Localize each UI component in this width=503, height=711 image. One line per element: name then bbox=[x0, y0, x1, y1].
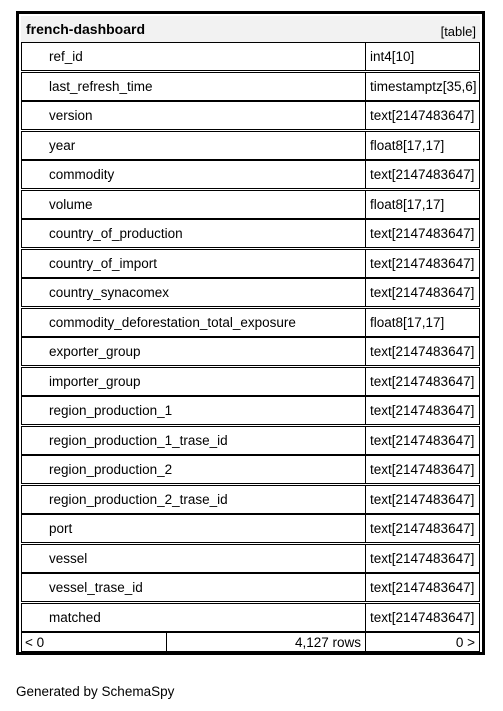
column-type: float8[17,17] bbox=[370, 137, 445, 153]
row-count-cell bbox=[167, 632, 366, 652]
column-name-cell bbox=[21, 101, 366, 130]
column-row[interactable] bbox=[21, 396, 480, 425]
column-name: region_production_2_trase_id bbox=[49, 491, 228, 507]
column-type-cell bbox=[366, 249, 480, 278]
column-type: text[2147483647] bbox=[370, 580, 475, 595]
column-type-cell bbox=[366, 367, 480, 396]
column-name: last_refresh_time bbox=[49, 78, 153, 94]
column-type-cell bbox=[366, 337, 480, 366]
column-name: matched bbox=[49, 609, 101, 625]
column-type-cell bbox=[366, 219, 480, 248]
column-type-cell bbox=[366, 308, 480, 337]
column-row[interactable] bbox=[21, 278, 480, 307]
column-type: text[2147483647] bbox=[370, 344, 475, 359]
column-type: text[2147483647] bbox=[370, 108, 475, 123]
column-row[interactable] bbox=[21, 72, 480, 101]
column-type: text[2147483647] bbox=[370, 521, 475, 536]
column-name: country_synacomex bbox=[49, 285, 170, 300]
generated-by-caption: Generated by SchemaSpy bbox=[16, 684, 175, 699]
column-name-cell bbox=[21, 455, 366, 484]
column-type: int4[10] bbox=[370, 49, 415, 64]
column-row[interactable] bbox=[21, 603, 480, 632]
column-name-cell bbox=[21, 190, 366, 219]
column-name-cell bbox=[21, 249, 366, 278]
column-name: volume bbox=[49, 196, 93, 212]
column-type: text[2147483647] bbox=[370, 226, 475, 241]
column-name-cell bbox=[21, 485, 366, 514]
column-type-cell bbox=[366, 396, 480, 425]
column-type-cell bbox=[366, 160, 480, 189]
column-type-cell bbox=[366, 426, 480, 455]
parents-count-cell bbox=[21, 632, 167, 652]
column-type: float8[17,17] bbox=[370, 314, 445, 330]
column-name-cell bbox=[21, 426, 366, 455]
column-name: commodity bbox=[49, 167, 115, 182]
column-name: commodity_deforestation_total_exposure bbox=[49, 314, 296, 330]
column-type: text[2147483647] bbox=[370, 609, 475, 625]
column-type: text[2147483647] bbox=[370, 462, 475, 477]
table-name: french-dashboard bbox=[26, 21, 146, 37]
column-name-cell bbox=[21, 72, 366, 101]
column-name: region_production_1 bbox=[49, 403, 173, 418]
column-row[interactable] bbox=[21, 426, 480, 455]
column-type-cell bbox=[366, 514, 480, 543]
column-row[interactable] bbox=[21, 131, 480, 160]
table-node[interactable] bbox=[16, 11, 485, 655]
column-name-cell bbox=[21, 514, 366, 543]
column-name: exporter_group bbox=[49, 344, 141, 359]
table-header bbox=[21, 16, 480, 43]
column-type-cell bbox=[366, 190, 480, 219]
column-type: timestamptz[35,6] bbox=[370, 78, 477, 94]
column-name-cell bbox=[21, 337, 366, 366]
column-type-cell bbox=[366, 72, 480, 101]
table-footer bbox=[21, 632, 480, 652]
column-row[interactable] bbox=[21, 455, 480, 484]
column-name: vessel bbox=[49, 550, 88, 566]
column-row[interactable] bbox=[21, 190, 480, 219]
column-name: year bbox=[49, 137, 76, 153]
column-type: text[2147483647] bbox=[370, 373, 475, 389]
column-row[interactable] bbox=[21, 514, 480, 543]
column-type-cell bbox=[366, 131, 480, 160]
column-name: country_of_import bbox=[49, 255, 158, 271]
column-row[interactable] bbox=[21, 101, 480, 130]
column-type: text[2147483647] bbox=[370, 167, 475, 182]
children-count: 0 > bbox=[455, 635, 475, 650]
column-type-cell bbox=[366, 485, 480, 514]
column-name: port bbox=[49, 521, 73, 536]
column-row[interactable] bbox=[21, 42, 480, 71]
column-row[interactable] bbox=[21, 160, 480, 189]
column-name: ref_id bbox=[49, 49, 83, 64]
column-row[interactable] bbox=[21, 249, 480, 278]
column-type-cell bbox=[366, 455, 480, 484]
column-type-cell bbox=[366, 603, 480, 632]
column-row[interactable] bbox=[21, 308, 480, 337]
column-row[interactable] bbox=[21, 219, 480, 248]
children-count-cell bbox=[366, 632, 480, 652]
column-name-cell bbox=[21, 278, 366, 307]
column-type: text[2147483647] bbox=[370, 432, 475, 448]
column-row[interactable] bbox=[21, 544, 480, 573]
column-row[interactable] bbox=[21, 485, 480, 514]
column-row[interactable] bbox=[21, 337, 480, 366]
column-name-cell bbox=[21, 160, 366, 189]
column-type: text[2147483647] bbox=[370, 255, 475, 271]
column-type: text[2147483647] bbox=[370, 550, 475, 566]
column-name-cell bbox=[21, 131, 366, 160]
column-name: country_of_production bbox=[49, 226, 183, 241]
column-name: importer_group bbox=[49, 373, 141, 389]
column-name-cell bbox=[21, 367, 366, 396]
column-name: vessel_trase_id bbox=[49, 580, 143, 595]
column-row[interactable] bbox=[21, 573, 480, 602]
column-type-cell bbox=[366, 544, 480, 573]
column-type: float8[17,17] bbox=[370, 196, 445, 212]
column-name: region_production_1_trase_id bbox=[49, 432, 228, 448]
column-type-cell bbox=[366, 42, 480, 71]
column-name-cell bbox=[21, 42, 366, 71]
column-name-cell bbox=[21, 219, 366, 248]
column-type: text[2147483647] bbox=[370, 285, 475, 300]
column-name: region_production_2 bbox=[49, 462, 173, 477]
table-kind-label: [table] bbox=[440, 24, 476, 39]
column-type-cell bbox=[366, 101, 480, 130]
column-name-cell bbox=[21, 544, 366, 573]
row-count: 4,127 rows bbox=[294, 635, 361, 650]
parents-count: < 0 bbox=[25, 635, 45, 650]
column-row[interactable] bbox=[21, 367, 480, 396]
column-type-cell bbox=[366, 278, 480, 307]
column-name-cell bbox=[21, 396, 366, 425]
column-name-cell bbox=[21, 603, 366, 632]
column-name-cell bbox=[21, 308, 366, 337]
column-name: version bbox=[49, 108, 93, 123]
column-name-cell bbox=[21, 573, 366, 602]
column-type: text[2147483647] bbox=[370, 491, 475, 507]
column-type-cell bbox=[366, 573, 480, 602]
column-type: text[2147483647] bbox=[370, 403, 475, 418]
